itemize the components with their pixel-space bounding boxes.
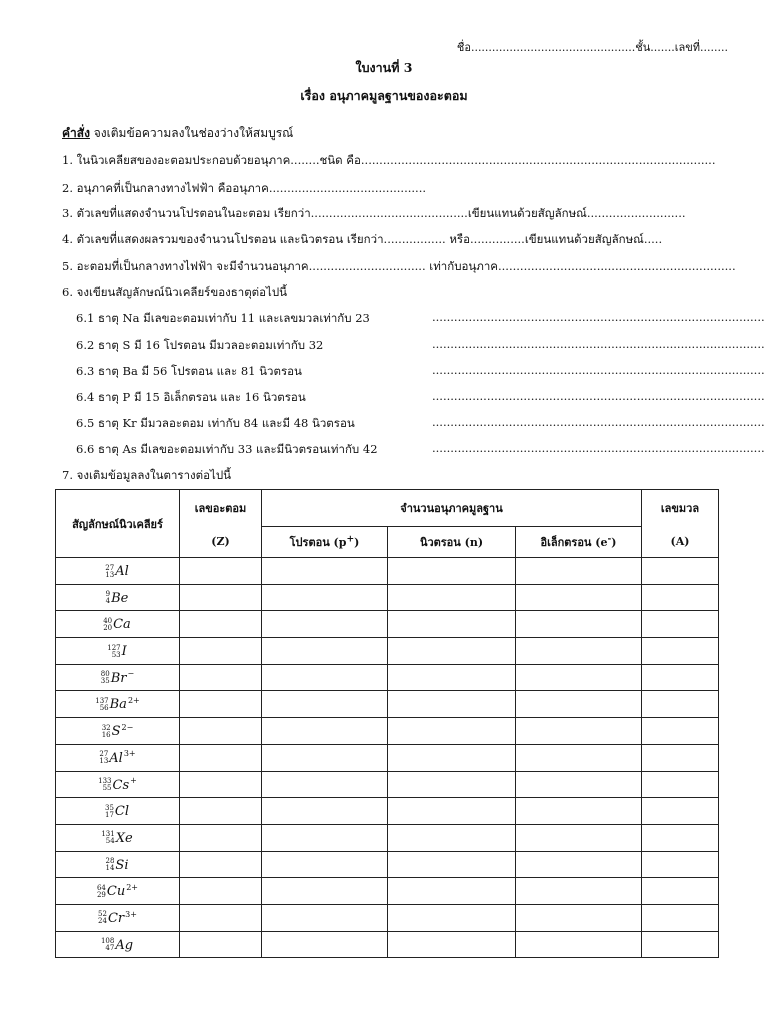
- answer-line: ...........................................................................................: [432, 310, 765, 324]
- table-row: [56, 664, 719, 691]
- proton-cell[interactable]: [262, 824, 388, 851]
- proton-cell[interactable]: [262, 904, 388, 931]
- electron-cell[interactable]: [516, 851, 642, 878]
- neutron-cell[interactable]: [388, 611, 516, 638]
- neutron-cell[interactable]: [388, 584, 516, 611]
- atomic-number-cell[interactable]: [180, 798, 262, 825]
- atomic-number-cell[interactable]: [180, 611, 262, 638]
- proton-cell[interactable]: [262, 718, 388, 745]
- answer-line: ...........................................................................................: [432, 389, 765, 403]
- nuclear-symbol-cell: 137 56 $Ba^{2+}$: [56, 691, 180, 718]
- atomic-number-cell[interactable]: [180, 638, 262, 665]
- electron-cell[interactable]: [516, 878, 642, 905]
- table-row: [56, 691, 719, 718]
- electron-cell[interactable]: [516, 904, 642, 931]
- neutron-cell[interactable]: [388, 931, 516, 958]
- mass-number-cell[interactable]: [642, 824, 719, 851]
- mass-number-cell[interactable]: [642, 931, 719, 958]
- proton-cell[interactable]: [262, 664, 388, 691]
- nuclear-symbol-cell: 127 53 I: [56, 638, 180, 665]
- table-row: [56, 878, 719, 905]
- header-nuclear-symbol: สัญลักษณ์นิวเคลียร์: [56, 490, 180, 558]
- proton-cell[interactable]: [262, 878, 388, 905]
- mass-number-cell[interactable]: [642, 611, 719, 638]
- proton-cell[interactable]: [262, 744, 388, 771]
- nuclear-symbol-cell: 40 20 Ca: [56, 611, 180, 638]
- header-atomic-number-symbol: (Z): [180, 527, 262, 558]
- mass-number-cell[interactable]: [642, 558, 719, 585]
- sub-question-6-6: 6.6 ธาตุ As มีเลขอะตอมเท่ากับ 33 และมีนิวตรอนเท่ากับ 42: [76, 442, 378, 456]
- nuclear-symbol-cell: 133 55 Cs+: [56, 771, 180, 798]
- mass-number-cell[interactable]: [642, 691, 719, 718]
- proton-cell[interactable]: [262, 691, 388, 718]
- nuclear-symbol-cell: 80 35 Br−: [56, 664, 180, 691]
- mass-number-cell[interactable]: [642, 851, 719, 878]
- mass-number-cell[interactable]: [642, 904, 719, 931]
- table-row: [56, 851, 719, 878]
- electron-cell[interactable]: [516, 664, 642, 691]
- student-info-line: ชื่อ...............................................ชั้น.......เลขที่........: [456, 41, 728, 54]
- neutron-cell[interactable]: [388, 878, 516, 905]
- proton-cell[interactable]: [262, 771, 388, 798]
- proton-cell[interactable]: [262, 798, 388, 825]
- sub-question-6-3: 6.3 ธาตุ Ba มี 56 โปรตอน และ 81 นิวตรอน: [76, 364, 302, 378]
- atomic-number-cell[interactable]: [180, 878, 262, 905]
- answer-line: ...........................................................................................: [432, 415, 765, 429]
- answer-line: ...........................................................................................: [432, 337, 765, 351]
- table-row: [56, 744, 719, 771]
- table-row: [56, 718, 719, 745]
- question-5: 5. อะตอมที่เป็นกลางทางไฟฟ้า จะมีจำนวนอนุภาค................................ เท่ากับอนุภาค.................................................................: [62, 259, 736, 273]
- proton-cell[interactable]: [262, 611, 388, 638]
- mass-number-cell[interactable]: [642, 664, 719, 691]
- atomic-number-cell[interactable]: [180, 824, 262, 851]
- neutron-cell[interactable]: [388, 718, 516, 745]
- question-7: 7. จงเติมข้อมูลลงในตารางต่อไปนี้: [62, 468, 231, 482]
- electron-cell[interactable]: [516, 824, 642, 851]
- nuclear-symbol-cell: 28 14 Si: [56, 851, 180, 878]
- sub-question-6-2: 6.2 ธาตุ S มี 16 โปรตอน มีมวลอะตอมเท่ากับ 32: [76, 338, 324, 352]
- atomic-number-cell[interactable]: [180, 558, 262, 585]
- header-electron: อิเล็กตรอน (e-): [516, 527, 642, 558]
- header-neutron: นิวตรอน (n): [388, 527, 516, 558]
- neutron-cell[interactable]: [388, 904, 516, 931]
- header-particle-group: จำนวนอนุภาคมูลฐาน: [262, 490, 642, 527]
- electron-cell[interactable]: [516, 771, 642, 798]
- nuclear-symbol-cell: 35 17 Cl: [56, 798, 180, 825]
- nuclear-symbol-cell: 27 13 Al: [56, 558, 180, 585]
- neutron-cell[interactable]: [388, 691, 516, 718]
- table-row: [56, 824, 719, 851]
- header-mass-number-symbol: (A): [642, 527, 719, 558]
- neutron-cell[interactable]: [388, 638, 516, 665]
- answer-line: ...........................................................................................: [432, 441, 765, 455]
- atomic-number-cell[interactable]: [180, 904, 262, 931]
- neutron-cell[interactable]: [388, 824, 516, 851]
- electron-cell[interactable]: [516, 691, 642, 718]
- sub-question-6-1: 6.1 ธาตุ Na มีเลขอะตอมเท่ากับ 11 และเลขมวลเท่ากับ 23: [76, 311, 370, 325]
- mass-number-cell[interactable]: [642, 798, 719, 825]
- sub-question-6-5: 6.5 ธาตุ Kr มีมวลอะตอม เท่ากับ 84 และมี 48 นิวตรอน: [76, 416, 355, 430]
- neutron-cell[interactable]: [388, 851, 516, 878]
- atomic-number-cell[interactable]: [180, 771, 262, 798]
- particle-table: [55, 489, 719, 958]
- table-row: [56, 638, 719, 665]
- nuclear-symbol-cell: 131 54 Xe: [56, 824, 180, 851]
- table-row: [56, 584, 719, 611]
- instruction: [62, 124, 293, 143]
- table-row: [56, 904, 719, 931]
- atomic-number-cell[interactable]: [180, 744, 262, 771]
- electron-cell[interactable]: [516, 718, 642, 745]
- atomic-number-cell[interactable]: [180, 584, 262, 611]
- worksheet-topic: เรื่อง อนุภาคมูลฐานของอะตอม: [300, 88, 468, 103]
- worksheet-title: ใบงานที่ 3: [355, 60, 413, 75]
- nuclear-symbol-cell: 9 4 Be: [56, 584, 180, 611]
- nuclear-symbol-cell: 27 13 $Al^{3+}$: [56, 744, 180, 771]
- mass-number-cell[interactable]: [642, 771, 719, 798]
- electron-cell[interactable]: [516, 744, 642, 771]
- electron-cell[interactable]: [516, 638, 642, 665]
- mass-number-cell[interactable]: [642, 638, 719, 665]
- mass-number-cell[interactable]: [642, 878, 719, 905]
- instruction-label: คำสั่ง: [62, 126, 90, 140]
- proton-cell[interactable]: [262, 558, 388, 585]
- table-row: [56, 558, 719, 585]
- table-row: [56, 611, 719, 638]
- table-row: [56, 931, 719, 958]
- neutron-cell[interactable]: [388, 558, 516, 585]
- electron-cell[interactable]: [516, 611, 642, 638]
- header-mass-number: เลขมวล: [642, 490, 719, 527]
- neutron-cell[interactable]: [388, 664, 516, 691]
- mass-number-cell[interactable]: [642, 744, 719, 771]
- header-proton: โปรตอน (p+): [262, 527, 388, 558]
- answer-line: ...........................................................................................: [432, 363, 765, 377]
- electron-cell[interactable]: [516, 584, 642, 611]
- neutron-cell[interactable]: [388, 798, 516, 825]
- neutron-cell[interactable]: [388, 744, 516, 771]
- header-atomic-number: เลขอะตอม: [180, 490, 262, 527]
- atomic-number-cell[interactable]: [180, 664, 262, 691]
- question-2: 2. อนุภาคที่เป็นกลางทางไฟฟ้า คืออนุภาค...........................................: [62, 181, 427, 195]
- electron-cell[interactable]: [516, 558, 642, 585]
- question-3: 3. ตัวเลขที่แสดงจำนวนโปรตอนในอะตอม เรียกว่า...........................................เขียนแทนด้วยสัญลักษณ์...........................: [62, 206, 686, 220]
- nuclear-symbol-cell: 32 16 $S^{2-}$: [56, 718, 180, 745]
- proton-cell[interactable]: [262, 584, 388, 611]
- question-1: 1. ในนิวเคลียสของอะตอมประกอบด้วยอนุภาค........ชนิด คือ.................................................................................................: [62, 153, 716, 167]
- atomic-number-cell[interactable]: [180, 931, 262, 958]
- proton-cell[interactable]: [262, 638, 388, 665]
- neutron-cell[interactable]: [388, 771, 516, 798]
- nuclear-symbol-cell: 108 47 Ag: [56, 931, 180, 958]
- mass-number-cell[interactable]: [642, 584, 719, 611]
- atomic-number-cell[interactable]: [180, 851, 262, 878]
- nuclear-symbol-cell: 64 29 $Cu^{2+}$: [56, 878, 180, 905]
- question-6: 6. จงเขียนสัญลักษณ์นิวเคลียร์ของธาตุต่อไปนี้: [62, 285, 288, 299]
- sub-question-6-4: 6.4 ธาตุ P มี 15 อิเล็กตรอน และ 16 นิวตรอน: [76, 390, 306, 404]
- question-4: 4. ตัวเลขที่แสดงผลรวมของจำนวนโปรตอน และนิวตรอน เรียกว่า................. หรือ...............เขียนแทนด้วยสัญลักษณ์.....: [62, 232, 663, 246]
- table-row: [56, 798, 719, 825]
- electron-cell[interactable]: [516, 798, 642, 825]
- proton-cell[interactable]: [262, 851, 388, 878]
- proton-cell[interactable]: [262, 931, 388, 958]
- atomic-number-cell[interactable]: [180, 691, 262, 718]
- table-row: [56, 771, 719, 798]
- instruction-text: จงเติมข้อความลงในช่องว่างให้สมบูรณ์: [89, 126, 294, 140]
- atomic-number-cell[interactable]: [180, 718, 262, 745]
- electron-cell[interactable]: [516, 931, 642, 958]
- mass-number-cell[interactable]: [642, 718, 719, 745]
- nuclear-symbol-cell: 52 24 $Cr^{3+}$: [56, 904, 180, 931]
